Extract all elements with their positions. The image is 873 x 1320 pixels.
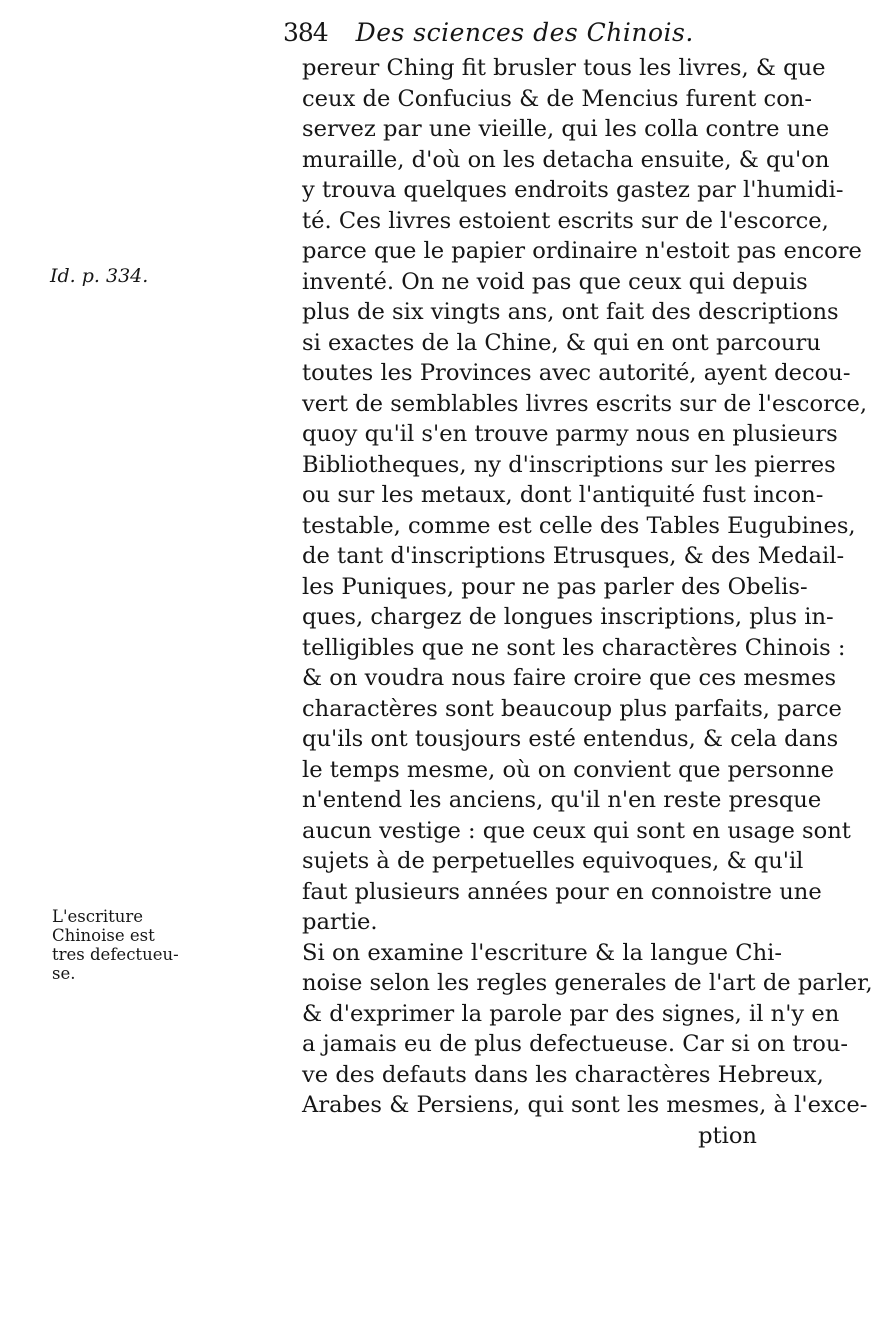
text-line: pereur Ching fit brusler tous les livres, & que	[302, 55, 826, 81]
text-line: ption	[698, 1122, 757, 1149]
text-line: a jamais eu de plus defectueuse. Car si on trou-	[302, 1031, 849, 1057]
text-line: les Puniques, pour ne pas parler des Obelis-	[302, 573, 808, 600]
margin-reference: Id. p. 334.	[50, 265, 149, 287]
text-line: inventé. On ne void pas que ceux qui depuis	[302, 268, 808, 295]
body-text	[302, 53, 873, 1151]
text-line: de tant d'inscriptions Etrusques, & des Medail-	[302, 543, 845, 569]
text-line: ceux de Confucius & de Mencius furent con-	[302, 85, 812, 112]
margin-note-line: tres defectueu-	[52, 945, 179, 964]
text-line: Bibliotheques, ny d'inscriptions sur les pierres	[302, 451, 836, 478]
text-line: aucun vestige : que ceux qui sont en usage sont	[302, 817, 851, 844]
text-line: si exactes de la Chine, & qui en ont parcouru	[302, 329, 821, 356]
text-line: vert de semblables livres escrits sur de l'escorce,	[302, 390, 868, 417]
text-line: ve des defauts dans les charactères Hebreux,	[302, 1061, 824, 1088]
text-line: charactères sont beaucoup plus parfaits, parce	[302, 695, 842, 722]
margin-note-line: L'escriture	[52, 907, 144, 926]
text-line: n'entend les anciens, qu'il n'en reste presque	[302, 787, 822, 813]
text-line: muraille, d'où on les detacha ensuite, & qu'on	[302, 146, 830, 173]
text-line: testable, comme est celle des Tables Eugubines,	[302, 512, 856, 539]
text-line: parce que le papier ordinaire n'estoit pas encore	[302, 238, 862, 264]
page-number: 384	[283, 18, 328, 47]
text-line: le temps mesme, où on convient que personne	[302, 756, 834, 783]
margin-note-line: Chinoise est	[52, 926, 155, 945]
text-line: ou sur les metaux, dont l'antiquité fust incon-	[302, 482, 824, 508]
text-line: Si on examine l'escriture & la langue Chi-	[302, 939, 782, 966]
text-line: qu'ils ont tousjours esté entendus, & cela dans	[302, 726, 839, 752]
text-line: Arabes & Persiens, qui sont les mesmes, à l'exce-	[302, 1092, 868, 1118]
text-line: sujets à de perpetuelles equivoques, & qu'il	[302, 848, 804, 874]
margin-note-line: se.	[52, 964, 76, 983]
text-line: quoy qu'il s'en trouve parmy nous en plusieurs	[302, 421, 838, 447]
text-line: ques, chargez de longues inscriptions, plus in-	[302, 604, 834, 630]
text-line: faut plusieurs années pour en connoistre une	[302, 878, 822, 905]
text-line: té. Ces livres estoient escrits sur de l'escorce,	[302, 207, 829, 234]
text-line: & d'exprimer la parole par des signes, il n'y en	[302, 1000, 840, 1027]
text-line: toutes les Provinces avec autorité, ayent decou-	[302, 360, 851, 386]
running-header	[283, 18, 783, 47]
text-line: partie.	[302, 909, 378, 935]
text-line: plus de six vingts ans, ont fait des descriptions	[302, 299, 839, 325]
text-line: noise selon les regles generales de l'art de parler,	[302, 970, 873, 996]
margin-note	[52, 907, 179, 983]
text-line: y trouva quelques endroits gastez par l'humidi-	[302, 177, 844, 203]
running-title: Des sciences des Chinois.	[355, 18, 694, 47]
text-line: telligibles que ne sont les charactères Chinois :	[302, 634, 846, 661]
text-line: & on voudra nous faire croire que ces mesmes	[302, 665, 837, 691]
text-line: servez par une vieille, qui les colla contre une	[302, 116, 830, 142]
